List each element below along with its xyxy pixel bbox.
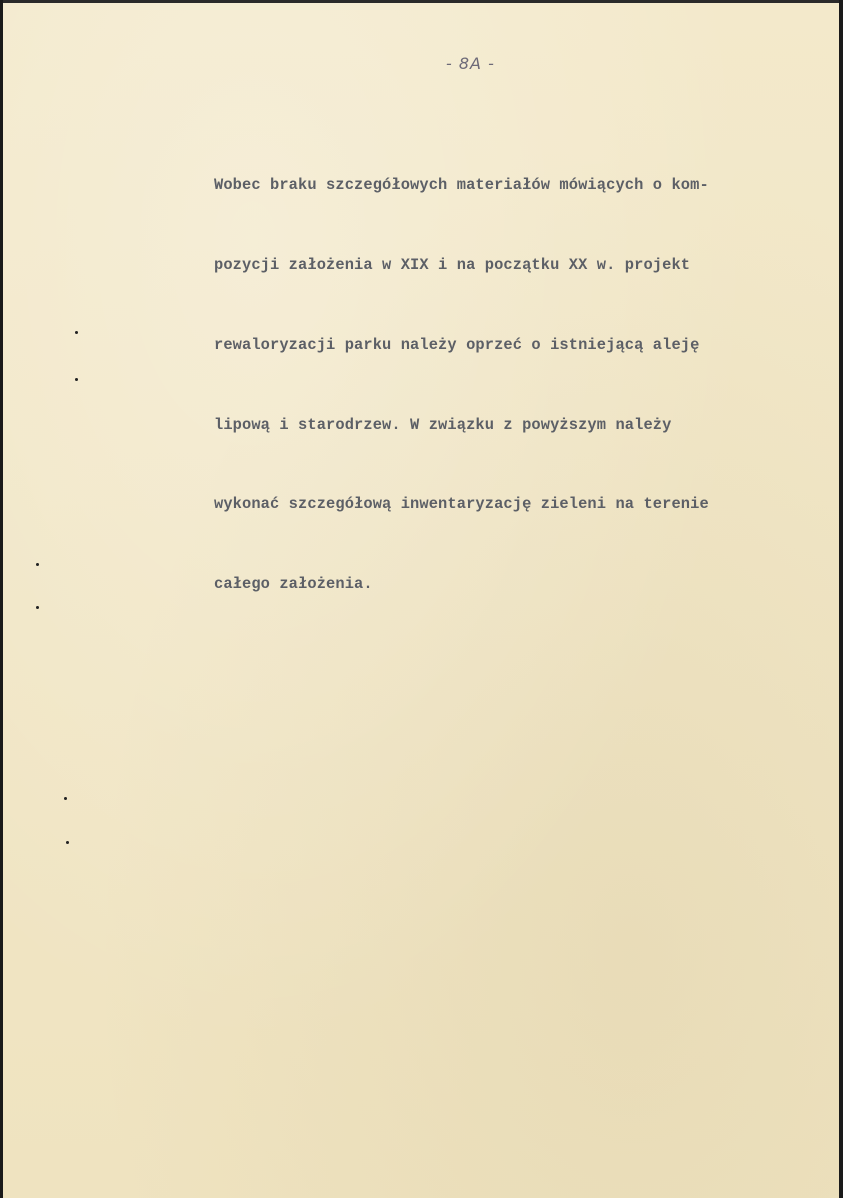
paragraph-line: całego założenia. — [214, 575, 373, 594]
punch-mark — [64, 797, 67, 800]
scan-edge-left — [0, 0, 3, 1198]
paragraph-line: pozycji założenia w XIX i na początku XX w. projekt — [214, 255, 691, 274]
scan-edge-right — [839, 0, 843, 1198]
punch-mark — [36, 563, 39, 566]
paragraph-line: rewaloryzacji parku należy oprzeć o istniejącą aleję — [214, 335, 700, 354]
page-number: - 8A - — [446, 54, 495, 73]
scan-edge-top — [0, 0, 843, 3]
punch-mark — [36, 606, 39, 609]
punch-mark — [75, 331, 78, 334]
punch-mark — [66, 841, 69, 844]
paragraph-line: Wobec braku szczegółowych materiałów mówiących o kom- — [214, 176, 709, 195]
paragraph-line: wykonać szczegółową inwentaryzację zieleni na terenie — [214, 495, 709, 514]
punch-mark — [75, 378, 78, 381]
body-paragraph — [214, 119, 814, 651]
paragraph-line: lipową i starodrzew. W związku z powyższym należy — [214, 415, 672, 434]
